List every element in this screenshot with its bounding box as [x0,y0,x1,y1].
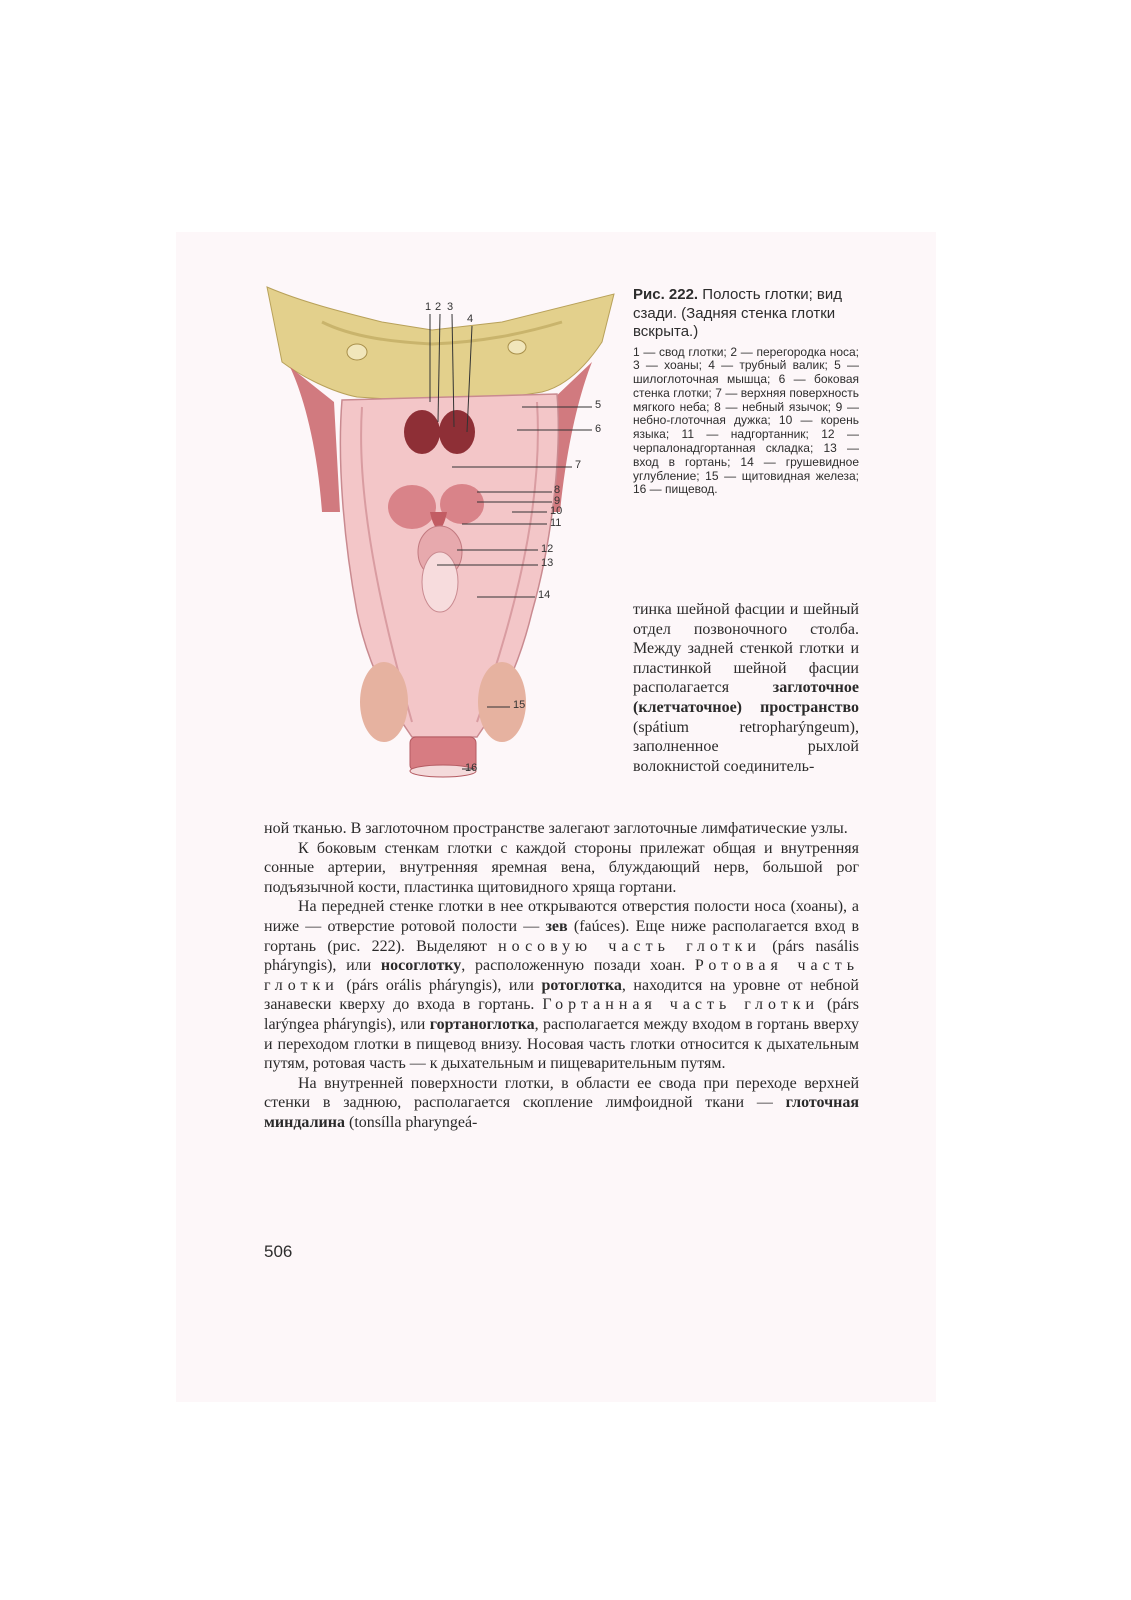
side-text [633,600,859,776]
term-oropharynx: ротоглотка [541,976,622,994]
term-fauces: зев [545,917,568,935]
caption-title [633,286,859,342]
callout-6: 6 [595,423,602,435]
paragraph-2: К боковым стенкам глотки с каждой стороны прилежат общая и внутренняя сонные артерии, внутренняя яремная вена, блуждающий нерв, большой рог подъязычной кости, пластинка щитовидного хряща гортани. [264,839,859,896]
caption-label: Рис. 222. [633,286,699,303]
side-text-part-1: тинка шейной фасции и шейный отдел позвоночного столба. Между задней стенкой глотки и пластинкой шейной фасции располагается [633,601,859,697]
callout-16: 16 [465,762,478,774]
body-text [264,819,859,1133]
callout-11: 11 [550,517,562,529]
paragraph-3 [264,897,859,1073]
term-pharyngeal-tonsil: глоточная миндалина [264,1094,859,1131]
p3-part-i: (párs orális pháryngis), или [338,976,542,994]
caption-legend: 1 — свод глотки; 2 — перегородка носа; 3 — хоаны; 4 — трубный валик; 5 — шилоглоточная мышца; 6 — боковая стенка глотки; 7 — верхняя поверхность мягкого неба; 8 — небный язычок; 9 — небно-глоточная дужка; 10 — корень языка; 11 — надгортанник; 12 — черпалонадгортанная складка; 13 — вход в гортань; 14 — грушевидное углубление; 15 — щитовидная железа; 16 — пищевод. [633,344,859,497]
callout-8: 8 [554,484,561,496]
callout-2: 2 [435,301,442,313]
callout-3: 3 [447,301,454,313]
callout-5: 5 [595,399,602,411]
figure-caption [633,286,859,497]
term-laryngeal-part: Гортанная часть глотки [542,996,820,1014]
term-retropharyngeal-space: заглоточное (клетчаточное) пространство [633,679,859,716]
term-nasopharynx: носоглотку [380,957,462,975]
p3-part-c: (faúces). Еще ниже располагается вход в гортань (рис. 222). Выделяют [264,917,860,955]
callout-1: 1 [425,301,432,313]
term-oral-part: Ротовая часть глотки [264,957,860,994]
p3-part-m: (párs larýngea pháryngis), или [264,996,860,1033]
callout-13: 13 [541,557,554,569]
callout-14: 14 [538,589,551,601]
side-text-part-2: (spátium retropharýngeum), заполненное рыхлой волокнистой соединитель- [633,718,859,775]
paragraph-1: ной тканью. В заглоточном пространстве залегают заглоточные лимфатические узлы. [264,820,848,837]
caption-title-text: Полость глотки; вид сзади. (Задняя стенка глотки вскрыта.) [633,286,843,340]
p4-part-a: На внутренней поверхности глотки, в области ее свода при переходе верхней стенки в заднюю, располагается скопление лимфоидной ткани — [264,1074,859,1112]
term-laryngopharynx: гортаноглотка [429,1015,535,1033]
term-nasal-part: носовую часть глотки [498,937,761,955]
callout-12: 12 [541,543,554,555]
p3-part-o: , располагается между входом в гортань вверху и переходом глотки в пищевод внизу. Носовая часть глотки относится к дыхательным путям, ротовая часть — к дыхательным и пищеварительным путям. [264,1015,859,1073]
callout-4: 4 [467,313,474,325]
callout-10: 10 [550,505,563,517]
pharynx-figure [262,282,622,782]
callout-9: 9 [554,495,561,507]
p3-part-e: (párs nasális pháryngis), или [264,937,859,975]
p3-part-g: , расположенную позади хоан. [461,957,695,975]
paragraph-4 [264,1074,859,1133]
page-number: 506 [264,1242,293,1261]
callout-15: 15 [513,699,526,711]
pharynx-illustration [262,282,622,782]
p4-part-c: (tonsílla pharyngeá- [344,1113,478,1131]
p3-part-k: , находится на уровне от небной занавески кверху до входа в гортань. [264,976,859,1014]
callout-7: 7 [575,459,582,471]
p3-part-a: На передней стенке глотки в нее открываются отверстия полости носа (хоаны), а ниже — отверстие ротовой полости — [264,898,859,935]
